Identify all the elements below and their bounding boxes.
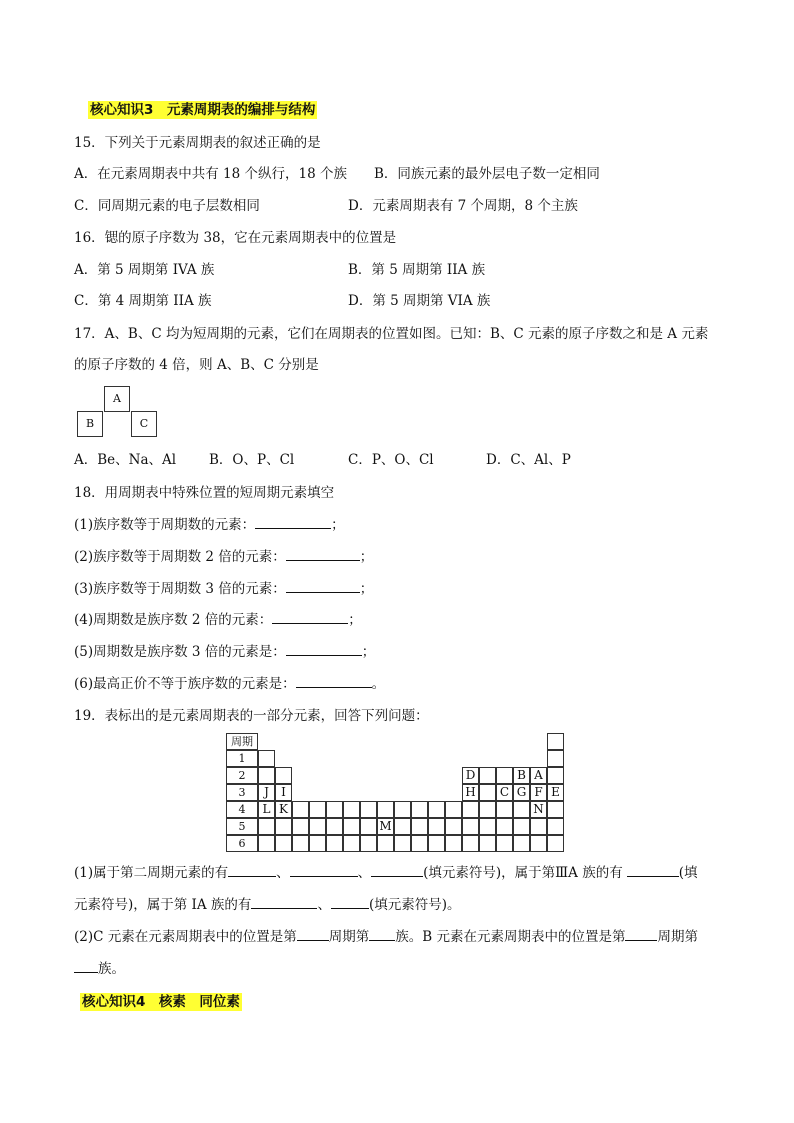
element-cell	[428, 835, 445, 852]
element-cell	[530, 818, 547, 835]
element-cell	[428, 801, 445, 818]
answer-blank[interactable]	[296, 675, 372, 688]
q19-part-2-line1: (2)C 元素在元素周期表中的位置是第 周期第 族。B 元素在元素周期表中的位置是第 周期第	[74, 929, 698, 945]
element-cell	[445, 835, 462, 852]
q15-option-d: D．元素周期表有 7 个周期，8 个主族	[348, 198, 578, 214]
element-cell	[258, 750, 275, 767]
answer-blank[interactable]	[272, 611, 348, 624]
element-cell-f: F	[530, 784, 547, 801]
element-cell	[479, 784, 496, 801]
element-cell	[343, 835, 360, 852]
element-cell	[360, 801, 377, 818]
q17-option-b: B．O、P、Cl	[209, 452, 295, 468]
answer-blank[interactable]	[74, 960, 98, 973]
period-label: 3	[226, 784, 258, 801]
element-cell	[462, 835, 479, 852]
q16-option-b: B．第 5 周期第 IIA 族	[348, 262, 486, 278]
element-cell	[258, 767, 275, 784]
element-cell	[309, 835, 326, 852]
element-cell	[275, 818, 292, 835]
element-cell	[547, 750, 564, 767]
period-label: 4	[226, 801, 258, 818]
answer-blank[interactable]	[228, 864, 276, 877]
element-cell	[258, 818, 275, 835]
element-cell	[309, 818, 326, 835]
element-cell-h: H	[462, 784, 479, 801]
element-cell	[343, 801, 360, 818]
element-cell-l: L	[258, 801, 275, 818]
q17-box-a: A	[104, 386, 130, 412]
q16-stem: 16．锶的原子序数为 38，它在元素周期表中的位置是	[74, 230, 397, 246]
element-cell	[292, 818, 309, 835]
element-cell-k: K	[275, 801, 292, 818]
element-cell	[462, 818, 479, 835]
q19-part-1-line1: (1)属于第二周期元素的有 、 、 (填元素符号)，属于第ⅢA 族的有 (填	[74, 865, 698, 881]
element-cell	[326, 801, 343, 818]
element-cell	[496, 818, 513, 835]
q16-option-c: C．第 4 周期第 IIA 族	[74, 293, 212, 309]
answer-blank[interactable]	[331, 896, 369, 909]
element-cell	[462, 801, 479, 818]
element-cell	[360, 835, 377, 852]
element-cell	[547, 801, 564, 818]
q18-item-5: (5)周期数是族序数 3 倍的元素是： ；	[74, 644, 376, 660]
element-cell-c: C	[496, 784, 513, 801]
element-cell	[428, 818, 445, 835]
q15-stem: 15．下列关于元素周期表的叙述正确的是	[74, 135, 321, 151]
element-cell	[530, 835, 547, 852]
section-4-title: 核心知识4 核素 同位素	[82, 994, 240, 1010]
element-cell-i: I	[275, 784, 292, 801]
answer-blank[interactable]	[371, 864, 423, 877]
q16-option-d: D．第 5 周期第 VIA 族	[348, 293, 491, 309]
element-cell	[445, 801, 462, 818]
q18-item-4: (4)周期数是族序数 2 倍的元素： ；	[74, 612, 362, 628]
element-cell	[496, 835, 513, 852]
element-cell	[258, 835, 275, 852]
q18-item-3: (3)族序数等于周期数 3 倍的元素： ；	[74, 581, 374, 597]
element-cell	[547, 733, 564, 750]
answer-blank[interactable]	[290, 864, 358, 877]
element-cell	[496, 801, 513, 818]
q18-item-1: (1)族序数等于周期数的元素： ；	[74, 517, 345, 533]
element-cell	[377, 835, 394, 852]
element-cell-e: E	[547, 784, 564, 801]
element-cell	[411, 835, 428, 852]
q17-option-a: A．Be、Na、Al	[74, 452, 177, 468]
element-cell-n: N	[530, 801, 547, 818]
element-cell	[547, 818, 564, 835]
section-3-title: 核心知识3 元素周期表的编排与结构	[90, 102, 316, 118]
element-cell	[377, 801, 394, 818]
answer-blank[interactable]	[286, 548, 360, 561]
element-cell	[411, 801, 428, 818]
element-cell	[309, 801, 326, 818]
q15-option-a: A．在元素周期表中共有 18 个纵行，18 个族	[74, 166, 347, 182]
element-cell	[394, 801, 411, 818]
element-cell	[394, 835, 411, 852]
answer-blank[interactable]	[625, 928, 657, 941]
q17-box-b: B	[77, 411, 103, 437]
element-cell	[292, 835, 309, 852]
q18-item-6: (6)最高正价不等于族序数的元素是： 。	[74, 676, 386, 692]
period-label: 6	[226, 835, 258, 852]
element-cell	[445, 818, 462, 835]
period-label: 1	[226, 750, 258, 767]
q15-option-b: B．同族元素的最外层电子数一定相同	[374, 166, 600, 182]
element-cell	[547, 767, 564, 784]
q17-box-c: C	[131, 411, 157, 437]
element-cell	[547, 835, 564, 852]
element-cell	[326, 835, 343, 852]
element-cell	[326, 818, 343, 835]
answer-blank[interactable]	[255, 516, 331, 529]
element-cell-j: J	[258, 784, 275, 801]
element-cell-b: B	[513, 767, 530, 784]
q19-part-2-line2: 族。	[74, 960, 125, 978]
q16-option-a: A．第 5 周期第 IVA 族	[74, 262, 215, 278]
answer-blank[interactable]	[369, 928, 395, 941]
q15-option-c: C．同周期元素的电子层数相同	[74, 198, 260, 214]
q17-stem-line1: 17．A、B、C 均为短周期的元素，它们在周期表的位置如图。已知：B、C 元素的原子序数之和是 A 元素	[74, 326, 709, 342]
element-cell	[275, 767, 292, 784]
answer-blank[interactable]	[286, 643, 362, 656]
element-cell	[513, 818, 530, 835]
q18-stem: 18．用周期表中特殊位置的短周期元素填空	[74, 485, 335, 501]
answer-blank[interactable]	[627, 864, 679, 877]
element-cell	[496, 767, 513, 784]
element-cell	[275, 835, 292, 852]
element-cell-g: G	[513, 784, 530, 801]
q18-item-2: (2)族序数等于周期数 2 倍的元素： ；	[74, 549, 374, 565]
element-cell-d: D	[462, 767, 479, 784]
period-label: 2	[226, 767, 258, 784]
element-cell-a: A	[530, 767, 547, 784]
answer-blank[interactable]	[297, 928, 329, 941]
element-cell	[479, 835, 496, 852]
answer-blank[interactable]	[286, 580, 360, 593]
element-cell	[360, 818, 377, 835]
element-cell-m: M	[377, 818, 394, 835]
element-cell	[513, 801, 530, 818]
q19-stem: 19．表标出的是元素周期表的一部分元素，回答下列问题：	[74, 708, 429, 724]
period-label: 5	[226, 818, 258, 835]
element-cell	[343, 818, 360, 835]
element-cell	[394, 818, 411, 835]
element-cell	[479, 767, 496, 784]
element-cell	[479, 818, 496, 835]
element-cell	[479, 801, 496, 818]
element-cell	[513, 835, 530, 852]
element-cell	[292, 801, 309, 818]
period-header: 周期	[226, 733, 258, 750]
q17-option-d: D．C、Al、P	[486, 452, 571, 468]
q17-stem-line2: 的原子序数的 4 倍，则 A、B、C 分别是	[74, 357, 319, 373]
q17-option-c: C．P、O、Cl	[348, 452, 434, 468]
answer-blank[interactable]	[251, 896, 317, 909]
element-cell	[411, 818, 428, 835]
q19-part-1-line2: 元素符号)，属于第 IA 族的有 、 (填元素符号)。	[74, 897, 461, 913]
